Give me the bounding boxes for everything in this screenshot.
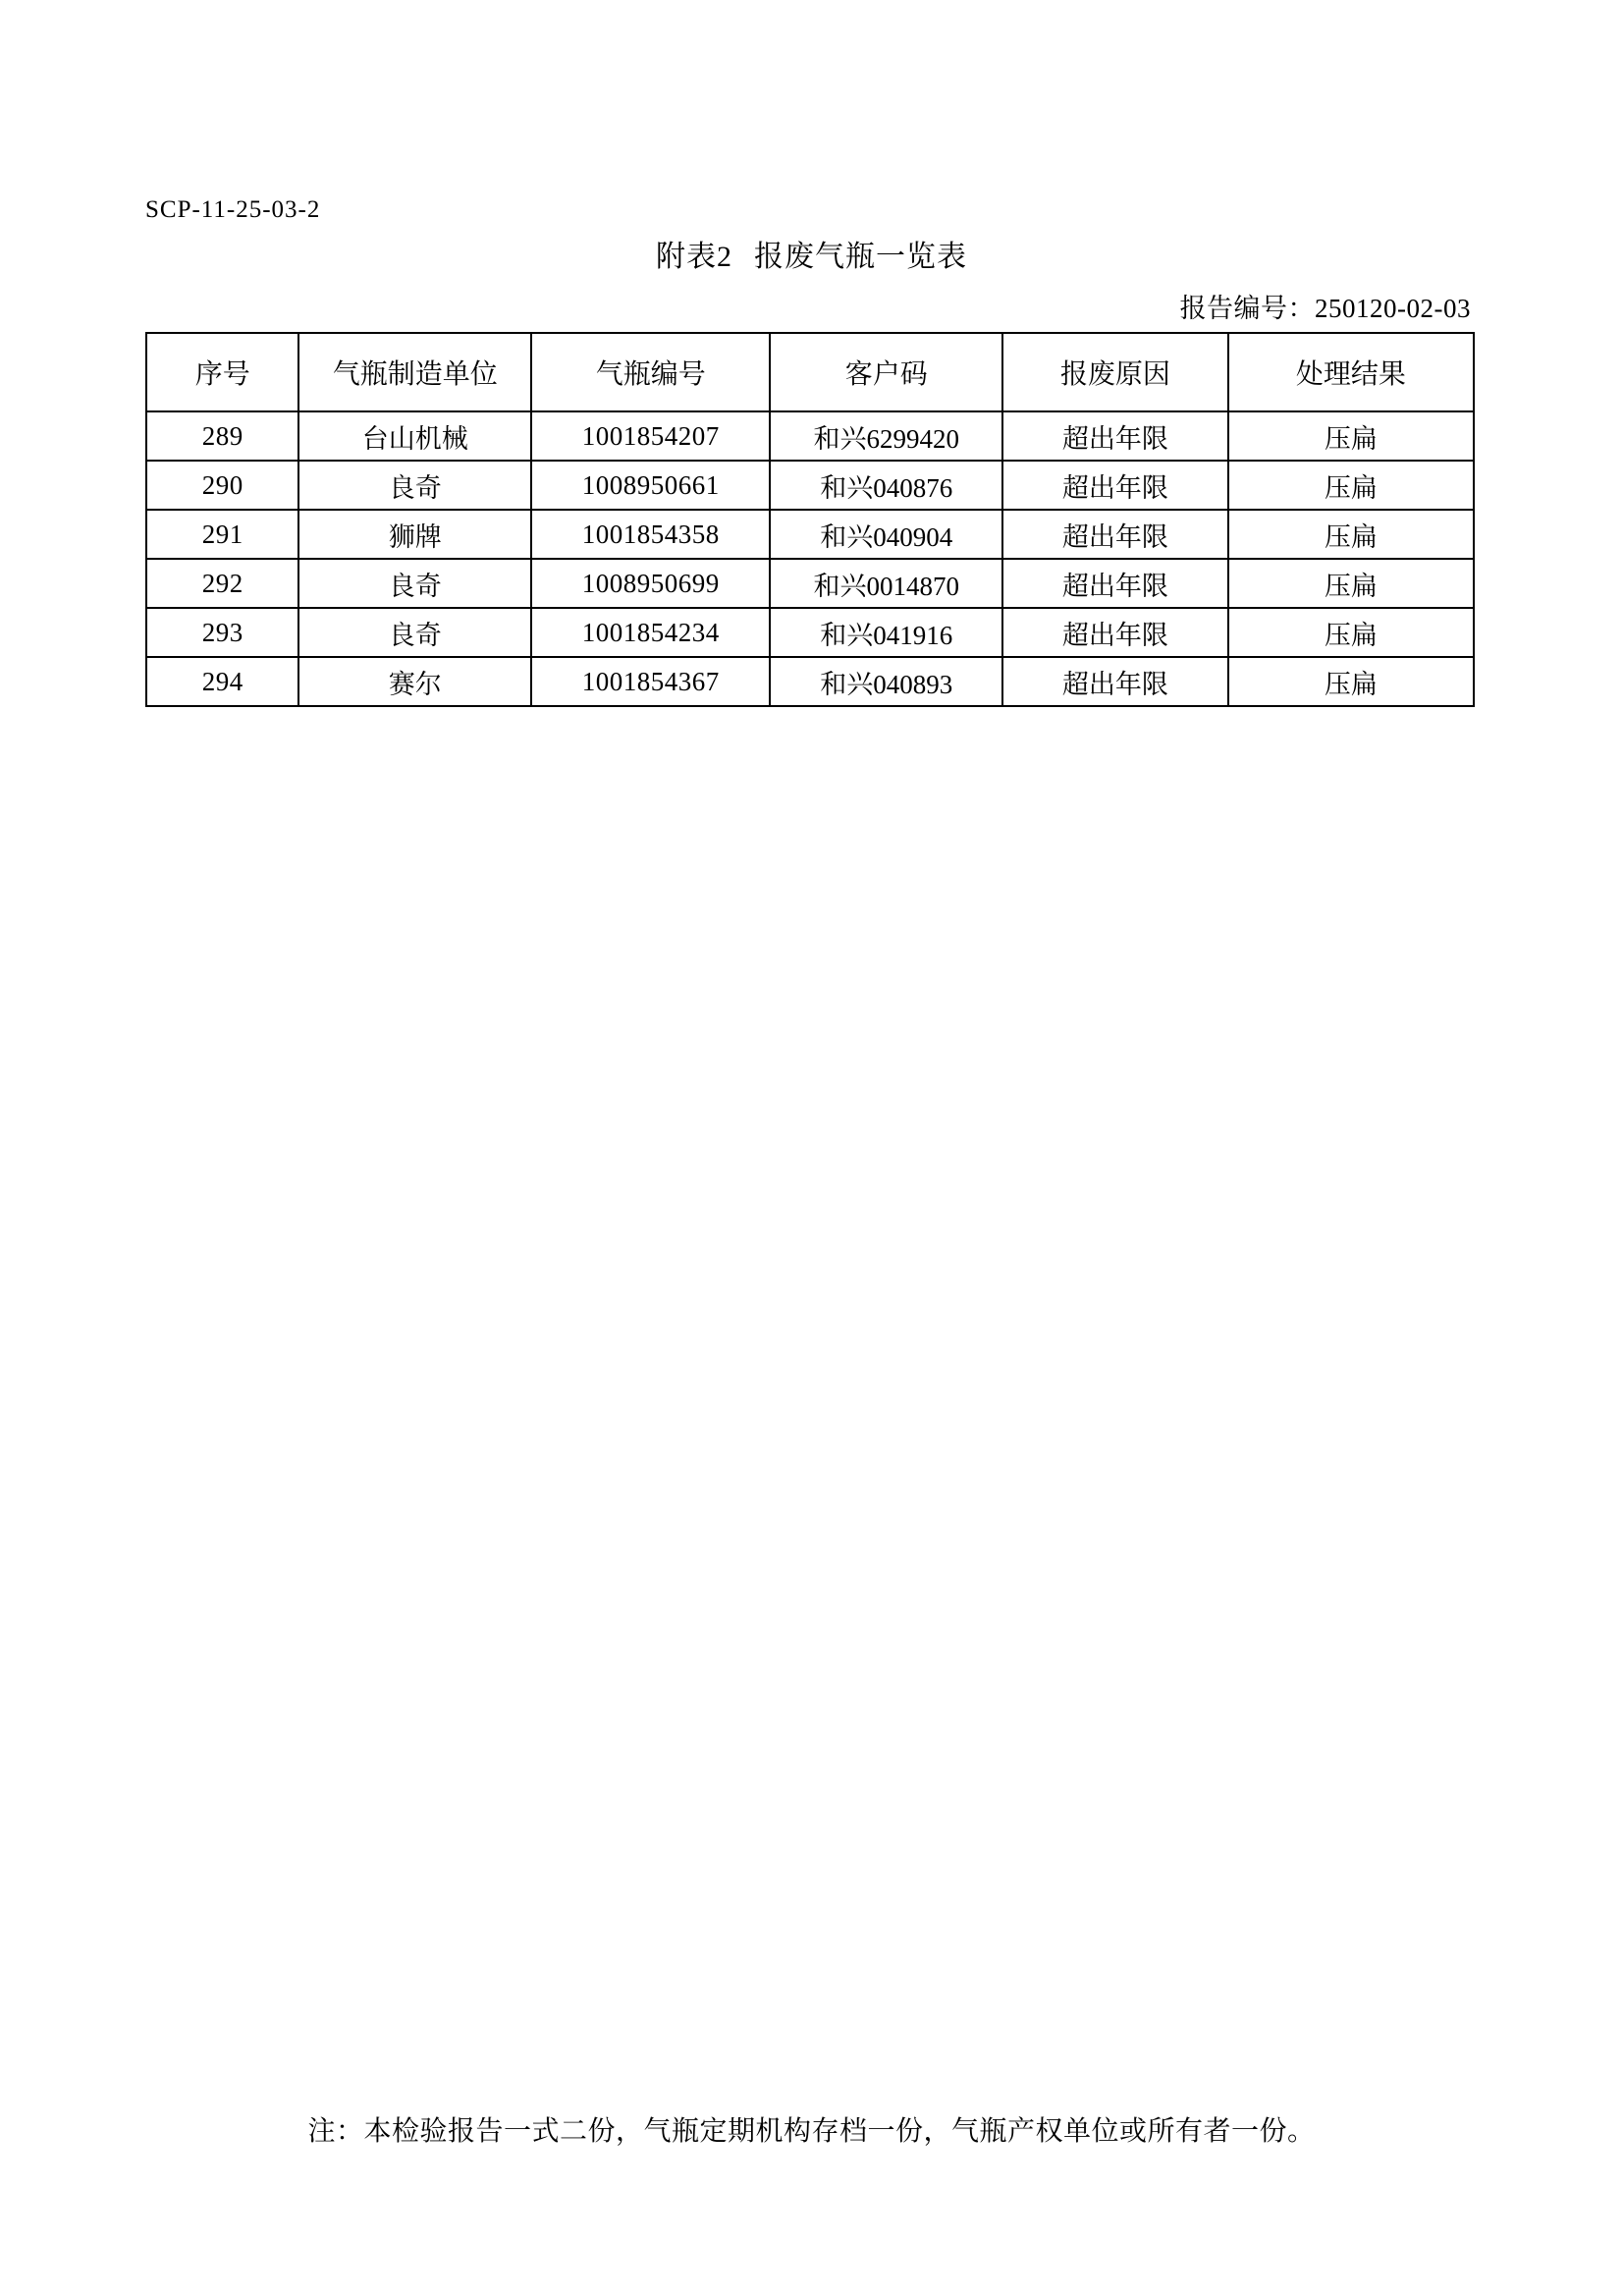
table-row [146, 657, 1474, 706]
cell-customer-code: 和兴0014870 [770, 559, 1002, 608]
cell-cylinder-number: 1001854207 [531, 411, 770, 461]
cell-treatment-result: 压扁 [1228, 411, 1474, 461]
table-row [146, 559, 1474, 608]
column-header-index: 序号 [146, 333, 298, 411]
column-header-customer-code: 客户码 [770, 333, 1002, 411]
table-row [146, 411, 1474, 461]
column-header-manufacturer: 气瓶制造单位 [298, 333, 531, 411]
form-code: SCP-11-25-03-2 [145, 196, 321, 223]
column-header-cylinder-number: 气瓶编号 [531, 333, 770, 411]
report-number-label: 报告编号： [1179, 294, 1316, 323]
cell-manufacturer: 台山机械 [298, 411, 531, 461]
cell-treatment-result: 压扁 [1228, 657, 1474, 706]
cell-treatment-result: 压扁 [1228, 608, 1474, 657]
cell-treatment-result: 压扁 [1228, 461, 1474, 510]
cell-manufacturer: 赛尔 [298, 657, 531, 706]
cell-treatment-result: 压扁 [1228, 559, 1474, 608]
report-number-value: 250120-02-03 [1315, 294, 1471, 323]
page-title [0, 232, 1623, 275]
column-header-treatment-result: 处理结果 [1228, 333, 1474, 411]
cell-scrap-reason: 超出年限 [1002, 559, 1228, 608]
cell-customer-code: 和兴041916 [770, 608, 1002, 657]
table-row [146, 608, 1474, 657]
cell-customer-code: 和兴040893 [770, 657, 1002, 706]
cell-index: 293 [146, 608, 298, 657]
title-prefix: 附表2 [656, 241, 732, 273]
scrap-cylinder-table [145, 332, 1475, 707]
cell-scrap-reason: 超出年限 [1002, 657, 1228, 706]
cell-manufacturer: 良奇 [298, 559, 531, 608]
cell-customer-code: 和兴040904 [770, 510, 1002, 559]
table-row [146, 510, 1474, 559]
cell-manufacturer: 良奇 [298, 608, 531, 657]
cell-scrap-reason: 超出年限 [1002, 461, 1228, 510]
cell-scrap-reason: 超出年限 [1002, 608, 1228, 657]
cell-cylinder-number: 1001854367 [531, 657, 770, 706]
cell-index: 291 [146, 510, 298, 559]
cell-scrap-reason: 超出年限 [1002, 411, 1228, 461]
scrap-cylinder-table-wrapper [145, 332, 1475, 707]
cell-index: 294 [146, 657, 298, 706]
footer-note: 注：本检验报告一式二份，气瓶定期机构存档一份，气瓶产权单位或所有者一份。 [307, 2116, 1316, 2147]
cell-index: 289 [146, 411, 298, 461]
table-row [146, 461, 1474, 510]
cell-treatment-result: 压扁 [1228, 510, 1474, 559]
cell-manufacturer: 良奇 [298, 461, 531, 510]
cell-cylinder-number: 1008950661 [531, 461, 770, 510]
cell-cylinder-number: 1008950699 [531, 559, 770, 608]
title-text: 报废气瓶一览表 [754, 241, 967, 273]
report-number [1180, 287, 1471, 325]
cell-cylinder-number: 1001854234 [531, 608, 770, 657]
cell-customer-code: 和兴6299420 [770, 411, 1002, 461]
cell-index: 290 [146, 461, 298, 510]
cell-scrap-reason: 超出年限 [1002, 510, 1228, 559]
cell-manufacturer: 狮牌 [298, 510, 531, 559]
cell-customer-code: 和兴040876 [770, 461, 1002, 510]
column-header-scrap-reason: 报废原因 [1002, 333, 1228, 411]
cell-index: 292 [146, 559, 298, 608]
table-header-row [146, 333, 1474, 411]
cell-cylinder-number: 1001854358 [531, 510, 770, 559]
